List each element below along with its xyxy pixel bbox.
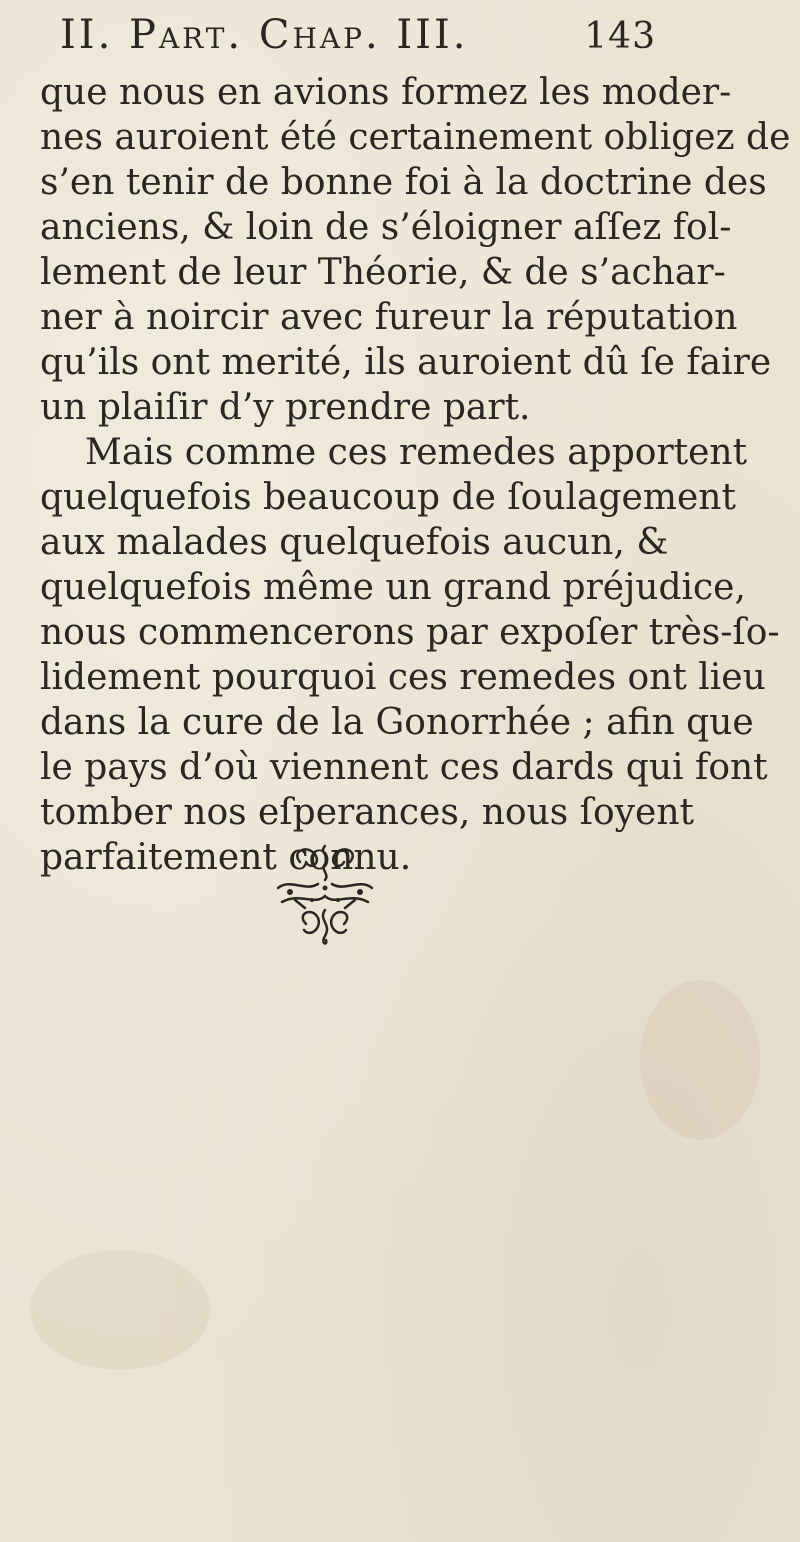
running-head	[60, 6, 660, 76]
part-chapter-heading: II. Part. Chap. III.	[60, 12, 469, 58]
text-line: que nous en avions formez les moder-	[40, 72, 732, 113]
text-line: quelquefois beaucoup de ſoulagement	[40, 477, 736, 518]
text-line: le pays d’où viennent ces dards qui font	[40, 747, 768, 788]
paper-stain	[640, 980, 760, 1140]
text-line: dans la cure de la Gonorrhée ; afin que	[40, 702, 754, 743]
text-line: parfaitement connu.	[40, 837, 412, 878]
text-line: anciens, & loin de s’éloigner aſſez fol-	[40, 207, 732, 248]
text-line: quelquefois même un grand préjudice,	[40, 567, 746, 608]
text-line: nes auroient été certainement obligez de	[40, 117, 791, 158]
text-line: ner à noircir avec fureur la réputation	[40, 297, 738, 338]
text-line: aux malades quelquefois aucun, &	[40, 522, 669, 563]
fleuron-ornament-icon	[260, 840, 390, 950]
text-line: un plaiſir d’y prendre part.	[40, 387, 531, 428]
text-line: tomber nos eſperances, nous ſoyent	[40, 792, 694, 833]
paper-stain	[30, 1250, 210, 1370]
page-number: 143	[584, 16, 656, 57]
body-text	[40, 70, 791, 880]
paragraph-first-line: Mais comme ces remedes apportent	[85, 432, 748, 473]
text-line: qu’ils ont merité, ils auroient dû ſe faire	[40, 342, 772, 383]
text-line: s’en tenir de bonne foi à la doctrine des	[40, 162, 767, 203]
text-line: nous commencerons par expoſer très-ſo-	[40, 612, 780, 653]
text-line: lement de leur Théorie, & de s’achar-	[40, 252, 726, 293]
text-line: lidement pourquoi ces remedes ont lieu	[40, 657, 766, 698]
